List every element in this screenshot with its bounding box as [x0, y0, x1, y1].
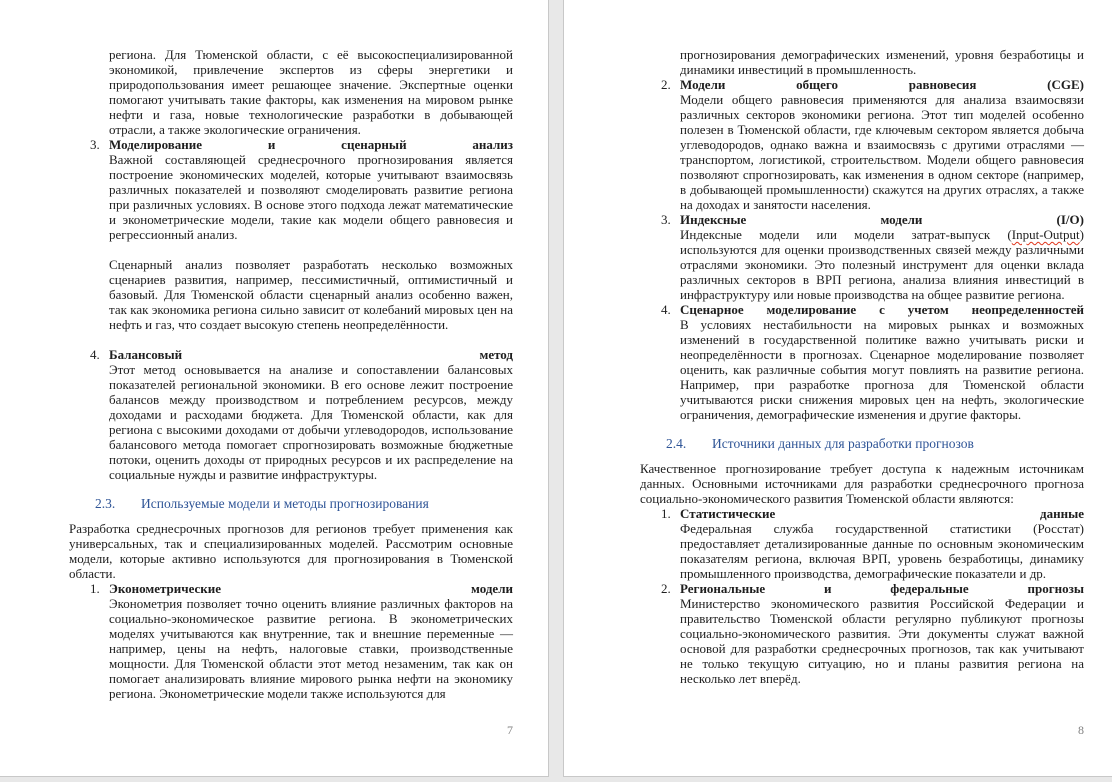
list-continuation-paragraph: региона. Для Тюменской области, с её высокоспециализированной экономикой, привлечение экспертов из сферы энергетики и природопользования имеет решающее значение. Экспертные оценки помогают учитывать такие факторы, как изменения на мировом рынке нефти и газа, новые технологические разработки в добывающей отрасли, а также экологические ограничения.: [109, 47, 513, 137]
list-item-body: [109, 152, 513, 242]
list-item-number: 3.: [661, 212, 671, 227]
text-run: Министерство экономического развития Российской Федерации и правительство Тюменской области регулярно публикуют прогнозы социально-экономического развития. Эти документы служат важной основой для разработки среднесрочных прогнозов, так как учитывают не только текущую ситуацию, но и планы развития региона на несколько лет вперёд.: [680, 596, 1084, 686]
section-heading: [69, 496, 513, 511]
spellcheck-flagged-word: Input-Output: [1011, 227, 1080, 242]
text-run: Эконометрия позволяет точно оценить влияние различных факторов на социально-экономическое развитие региона. В эконометрических моделях учитываются как внутренние, так и внешние переменные — например, цены на нефть, налоговые ставки, производственные мощности. Для Тюменской области этот метод незаменим, так как он помогает анализировать влияние мирового рынка нефти на экономику региона. Эконометрические модели также используются для: [109, 596, 513, 701]
text-run: Этот метод основывается на анализе и сопоставлении балансовых показателей региональной экономики. В его основе лежит построение балансов между производством и потреблением ресурсов, между доходами и расходами бюджета. Для Тюменской области, как для региона с высокими доходами от добычи углеводородов, использование балансового метода помогает спрогнозировать возможные бюджетные потоки, оценить доходы от природных ресурсов и их распределение на социальные нужды и развитие инфраструктуры.: [109, 362, 513, 482]
list-item-title: Индексные модели (I/O): [680, 212, 1084, 227]
list-item-number: 1.: [90, 581, 100, 596]
numbered-list-item: [661, 212, 1084, 302]
page-number: 7: [507, 723, 513, 737]
section-heading-text: Используемые модели и методы прогнозирования: [141, 496, 429, 511]
list-item-number: 4.: [90, 347, 100, 362]
document-page-left[interactable]: [0, 0, 549, 777]
list-continuation-paragraph: прогнозирования демографических изменений, уровня безработицы и динамики инвестиций в промышленность.: [680, 47, 1084, 77]
text-run: Важной составляющей среднесрочного прогнозирования является построение экономических моделей, которые учитывают взаимосвязь различных показателей и позволяют смоделировать развитие региона при различных условиях. В основе этого подхода лежат математические и эконометрические модели, такие как модели общего равновесия и регрессионный анализ.: [109, 152, 513, 242]
numbered-list-item: [661, 581, 1084, 686]
list-item-title: Балансовый метод: [109, 347, 513, 362]
list-item-body: [680, 227, 1084, 302]
numbered-list-item: [90, 347, 513, 482]
text-run: Федеральная служба государственной статистики (Росстат) предоставляет детализированные данные по основным экономическим показателям региона, включая ВРП, уровень безработицы, динамику промышленного производства, демографические показатели и др.: [680, 521, 1084, 581]
numbered-list-item: [90, 581, 513, 701]
section-heading: [640, 436, 1084, 451]
text-run: Индексные модели или модели затрат-выпуск (: [680, 227, 1012, 242]
numbered-list-item: [90, 137, 513, 242]
document-page-right[interactable]: [563, 0, 1112, 777]
text-run: ) используются для оценки производственных связей между различными отраслями экономики. Это полезный инструмент для оценки вклада различных секторов в ВРП региона, анализа влияния инвестиций в инфраструктуру или новые производства на общее развитие региона.: [680, 227, 1084, 302]
list-item-title: Модели общего равновесия (CGE): [680, 77, 1084, 92]
list-item-title: Региональные и федеральные прогнозы: [680, 581, 1084, 596]
list-item-body: [680, 521, 1084, 581]
list-item-body: [680, 317, 1084, 422]
list-item-number: 1.: [661, 506, 671, 521]
numbered-list-item: [661, 302, 1084, 422]
list-item-number: 4.: [661, 302, 671, 317]
list-item-body: [680, 596, 1084, 686]
text-run: Модели общего равновесия применяются для анализа взаимосвязи различных секторов экономики региона. Этот тип моделей особенно полезен в Тюменской области, где ключевым сектором является добыча углеводородов, однако важна и взаимосвязь с другими отраслями — транспортом, логистикой, строительством. Модели общего равновесия позволяют спрогнозировать, как изменения в одном секторе (например, в добывающей промышленности) скажутся на других отраслях, а также на доходах и занятости населения.: [680, 92, 1084, 212]
section-heading-number: 2.4.: [666, 436, 687, 451]
list-item-body: [109, 596, 513, 701]
list-item-number: 2.: [661, 581, 671, 596]
section-heading-text: Источники данных для разработки прогнозов: [712, 436, 974, 451]
page-content[interactable]: [640, 47, 1084, 686]
list-item-number: 3.: [90, 137, 100, 152]
page-number: 8: [1078, 723, 1084, 737]
section-heading-number: 2.3.: [95, 496, 116, 511]
numbered-list-item: [661, 506, 1084, 581]
list-continuation-paragraph: Сценарный анализ позволяет разработать несколько возможных сценариев развития, например, пессимистичный, оптимистичный и базовый. Для Тюменской области сценарный анализ особенно важен, так как экономика региона сильно зависит от колебаний мировых цен на нефть и газ, что создает высокую степень неопределённости.: [109, 257, 513, 332]
body-paragraph: Качественное прогнозирование требует доступа к надежным источникам данных. Основными источниками для разработки среднесрочного прогноза социально-экономического развития Тюменской области являются:: [640, 461, 1084, 506]
list-item-title: Моделирование и сценарный анализ: [109, 137, 513, 152]
list-item-title: Сценарное моделирование с учетом неопределенностей: [680, 302, 1084, 317]
list-item-title: Эконометрические модели: [109, 581, 513, 596]
page-content[interactable]: [69, 47, 513, 701]
list-item-body: [680, 92, 1084, 212]
text-run: В условиях нестабильности на мировых рынках и возможных изменений в государственной политике важно учитывать риски и неопределённости в прогнозах. Сценарное моделирование позволяет оценить, как различные события могут повлиять на развитие региона. Например, при разработке прогноза для Тюменской области учитываются риски снижения мировых цен на нефть, экологические ограничения, демографические изменения и другие факторы.: [680, 317, 1084, 422]
numbered-list-item: [661, 77, 1084, 212]
list-item-number: 2.: [661, 77, 671, 92]
body-paragraph: Разработка среднесрочных прогнозов для регионов требует применения как универсальных, так и специализированных моделей. Рассмотрим основные модели, которые активно используются для прогнозирования в Тюменской области.: [69, 521, 513, 581]
list-item-title: Статистические данные: [680, 506, 1084, 521]
list-item-body: [109, 362, 513, 482]
